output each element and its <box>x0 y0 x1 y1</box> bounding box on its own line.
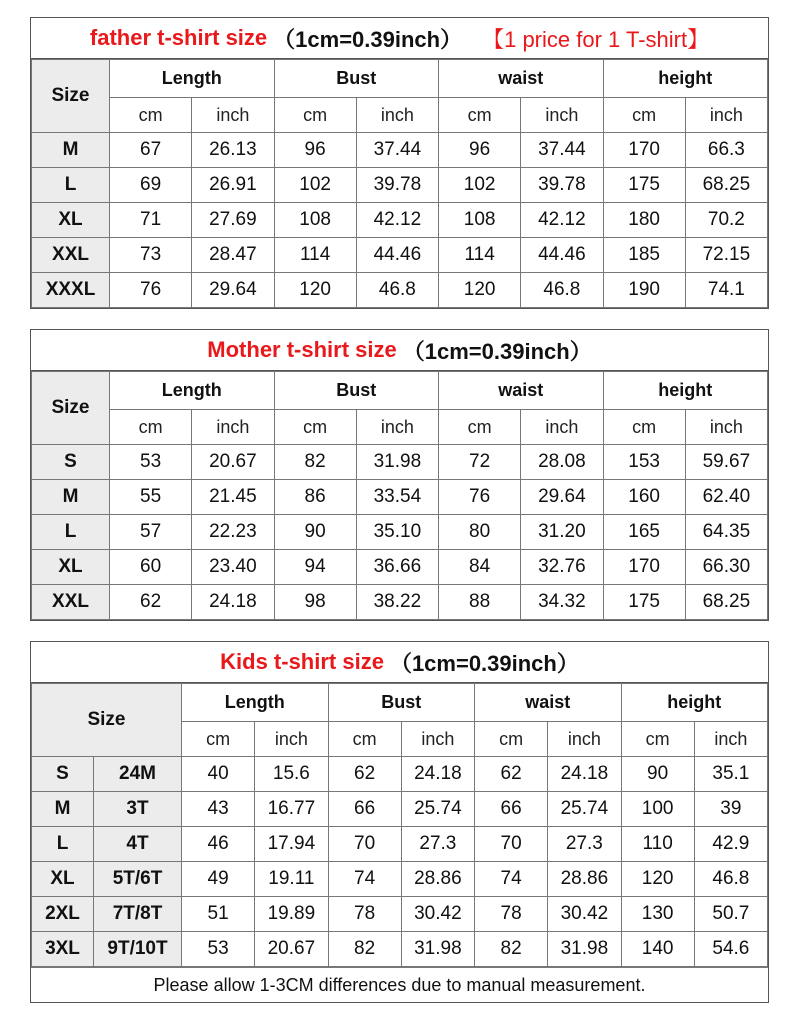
cell: 36.66 <box>356 550 438 585</box>
cell: 84 <box>439 550 521 585</box>
cell: 80 <box>439 515 521 550</box>
table-row <box>32 897 768 932</box>
table-row <box>32 585 768 620</box>
cell: 28.47 <box>192 238 274 273</box>
row-age: 5T/6T <box>94 862 182 897</box>
cell: 19.89 <box>255 897 328 932</box>
father-size-table <box>31 59 768 308</box>
cell: 29.64 <box>192 273 274 308</box>
cell: 76 <box>439 480 521 515</box>
row-size: 3XL <box>32 932 94 967</box>
unit-header: inch <box>685 98 767 133</box>
cell: 27.3 <box>401 827 474 862</box>
father-title: father t-shirt size <box>89 25 268 50</box>
mother-size-chart <box>30 329 769 621</box>
cell: 31.20 <box>521 515 603 550</box>
unit-header: inch <box>685 410 767 445</box>
cell: 57 <box>110 515 192 550</box>
cell: 28.08 <box>521 445 603 480</box>
cell: 46.8 <box>521 273 603 308</box>
cell: 31.98 <box>401 932 474 967</box>
cell: 21.45 <box>192 480 274 515</box>
cell: 53 <box>110 445 192 480</box>
cell: 37.44 <box>521 133 603 168</box>
cell: 190 <box>603 273 685 308</box>
row-age: 24M <box>94 757 182 792</box>
cell: 43 <box>182 792 255 827</box>
cell: 74 <box>328 862 401 897</box>
table-row <box>32 932 768 967</box>
kids-unit-note: （1cm=0.39inch） <box>389 650 579 676</box>
unit-header: cm <box>439 410 521 445</box>
cell: 72.15 <box>685 238 767 273</box>
cell: 24.18 <box>548 757 621 792</box>
cell: 102 <box>274 168 356 203</box>
cell: 35.1 <box>694 757 767 792</box>
table-row <box>32 550 768 585</box>
table-row <box>32 827 768 862</box>
kids-title-bar <box>31 642 768 683</box>
unit-header: inch <box>694 722 767 757</box>
group-header: waist <box>475 684 622 722</box>
cell: 53 <box>182 932 255 967</box>
cell: 39.78 <box>521 168 603 203</box>
cell: 24.18 <box>192 585 274 620</box>
cell: 22.23 <box>192 515 274 550</box>
group-header: height <box>603 60 768 98</box>
cell: 180 <box>603 203 685 238</box>
group-header: height <box>621 684 768 722</box>
cell: 110 <box>621 827 694 862</box>
row-size: 2XL <box>32 897 94 932</box>
table-row <box>32 238 768 273</box>
cell: 74.1 <box>685 273 767 308</box>
cell: 175 <box>603 168 685 203</box>
cell: 27.69 <box>192 203 274 238</box>
cell: 62 <box>475 757 548 792</box>
cell: 17.94 <box>255 827 328 862</box>
unit-header: cm <box>328 722 401 757</box>
cell: 170 <box>603 550 685 585</box>
group-header: Length <box>182 684 329 722</box>
mother-title-bar <box>31 330 768 371</box>
cell: 50.7 <box>694 897 767 932</box>
table-row <box>32 203 768 238</box>
unit-header: inch <box>521 410 603 445</box>
row-size: XL <box>32 862 94 897</box>
cell: 170 <box>603 133 685 168</box>
cell: 120 <box>439 273 521 308</box>
cell: 15.6 <box>255 757 328 792</box>
group-header: Length <box>110 60 275 98</box>
cell: 100 <box>621 792 694 827</box>
cell: 78 <box>328 897 401 932</box>
cell: 46.8 <box>356 273 438 308</box>
cell: 44.46 <box>356 238 438 273</box>
unit-header: inch <box>255 722 328 757</box>
table-row <box>32 445 768 480</box>
unit-header: cm <box>603 410 685 445</box>
cell: 60 <box>110 550 192 585</box>
cell: 44.46 <box>521 238 603 273</box>
cell: 32.76 <box>521 550 603 585</box>
cell: 19.11 <box>255 862 328 897</box>
cell: 82 <box>475 932 548 967</box>
table-row <box>32 515 768 550</box>
cell: 120 <box>621 862 694 897</box>
cell: 40 <box>182 757 255 792</box>
cell: 66 <box>475 792 548 827</box>
row-size: L <box>32 168 110 203</box>
cell: 76 <box>110 273 192 308</box>
cell: 68.25 <box>685 585 767 620</box>
table-row <box>32 168 768 203</box>
mother-size-table <box>31 371 768 620</box>
row-size: M <box>32 133 110 168</box>
cell: 25.74 <box>401 792 474 827</box>
cell: 42.9 <box>694 827 767 862</box>
cell: 54.6 <box>694 932 767 967</box>
cell: 70 <box>328 827 401 862</box>
row-age: 4T <box>94 827 182 862</box>
cell: 26.13 <box>192 133 274 168</box>
cell: 114 <box>439 238 521 273</box>
table-row <box>32 480 768 515</box>
cell: 46.8 <box>694 862 767 897</box>
unit-header: cm <box>182 722 255 757</box>
cell: 82 <box>328 932 401 967</box>
table-row <box>32 792 768 827</box>
row-size: XXL <box>32 585 110 620</box>
cell: 70 <box>475 827 548 862</box>
cell: 90 <box>274 515 356 550</box>
table-row <box>32 133 768 168</box>
cell: 35.10 <box>356 515 438 550</box>
group-header: Bust <box>274 372 439 410</box>
cell: 165 <box>603 515 685 550</box>
cell: 68.25 <box>685 168 767 203</box>
row-size: L <box>32 827 94 862</box>
unit-header: inch <box>521 98 603 133</box>
cell: 16.77 <box>255 792 328 827</box>
cell: 86 <box>274 480 356 515</box>
cell: 71 <box>110 203 192 238</box>
group-header: height <box>603 372 768 410</box>
father-title-bar <box>31 18 768 59</box>
cell: 39 <box>694 792 767 827</box>
cell: 160 <box>603 480 685 515</box>
unit-header: cm <box>603 98 685 133</box>
cell: 78 <box>475 897 548 932</box>
cell: 24.18 <box>401 757 474 792</box>
cell: 31.98 <box>548 932 621 967</box>
row-size: S <box>32 757 94 792</box>
cell: 114 <box>274 238 356 273</box>
cell: 96 <box>274 133 356 168</box>
row-age: 7T/8T <box>94 897 182 932</box>
cell: 20.67 <box>255 932 328 967</box>
cell: 33.54 <box>356 480 438 515</box>
cell: 31.98 <box>356 445 438 480</box>
unit-header: inch <box>192 410 274 445</box>
cell: 73 <box>110 238 192 273</box>
row-size: XXL <box>32 238 110 273</box>
father-unit-note: （1cm=0.39inch） <box>273 26 463 52</box>
unit-header: cm <box>621 722 694 757</box>
cell: 66 <box>328 792 401 827</box>
cell: 42.12 <box>356 203 438 238</box>
group-header: Bust <box>328 684 475 722</box>
unit-header: inch <box>401 722 474 757</box>
kids-title: Kids t-shirt size <box>220 649 384 674</box>
father-price-note: 【1 price for 1 T-shirt】 <box>482 26 710 52</box>
size-header: Size <box>32 60 110 133</box>
cell: 26.91 <box>192 168 274 203</box>
cell: 185 <box>603 238 685 273</box>
cell: 98 <box>274 585 356 620</box>
cell: 64.35 <box>685 515 767 550</box>
unit-header: cm <box>274 98 356 133</box>
cell: 120 <box>274 273 356 308</box>
cell: 49 <box>182 862 255 897</box>
unit-header: inch <box>356 410 438 445</box>
row-size: S <box>32 445 110 480</box>
cell: 29.64 <box>521 480 603 515</box>
mother-unit-note: （1cm=0.39inch） <box>402 338 592 364</box>
cell: 153 <box>603 445 685 480</box>
group-header: waist <box>439 60 604 98</box>
cell: 39.78 <box>356 168 438 203</box>
cell: 102 <box>439 168 521 203</box>
cell: 66.30 <box>685 550 767 585</box>
cell: 72 <box>439 445 521 480</box>
kids-size-table <box>31 683 768 967</box>
size-header: Size <box>32 372 110 445</box>
row-size: M <box>32 792 94 827</box>
cell: 130 <box>621 897 694 932</box>
cell: 28.86 <box>548 862 621 897</box>
unit-header: cm <box>439 98 521 133</box>
row-size: XL <box>32 550 110 585</box>
cell: 96 <box>439 133 521 168</box>
cell: 108 <box>439 203 521 238</box>
row-age: 9T/10T <box>94 932 182 967</box>
cell: 94 <box>274 550 356 585</box>
row-size: XL <box>32 203 110 238</box>
cell: 37.44 <box>356 133 438 168</box>
cell: 62 <box>110 585 192 620</box>
table-row <box>32 862 768 897</box>
cell: 23.40 <box>192 550 274 585</box>
cell: 74 <box>475 862 548 897</box>
cell: 175 <box>603 585 685 620</box>
cell: 30.42 <box>548 897 621 932</box>
cell: 38.22 <box>356 585 438 620</box>
unit-header: cm <box>274 410 356 445</box>
cell: 90 <box>621 757 694 792</box>
cell: 42.12 <box>521 203 603 238</box>
cell: 69 <box>110 168 192 203</box>
cell: 67 <box>110 133 192 168</box>
cell: 62 <box>328 757 401 792</box>
cell: 140 <box>621 932 694 967</box>
cell: 28.86 <box>401 862 474 897</box>
cell: 108 <box>274 203 356 238</box>
cell: 62.40 <box>685 480 767 515</box>
row-size: L <box>32 515 110 550</box>
measurement-disclaimer: Please allow 1-3CM differences due to manual measurement. <box>31 967 768 1002</box>
unit-header: cm <box>110 98 192 133</box>
father-size-chart <box>30 17 769 309</box>
unit-header: inch <box>356 98 438 133</box>
group-header: Length <box>110 372 275 410</box>
cell: 30.42 <box>401 897 474 932</box>
cell: 66.3 <box>685 133 767 168</box>
kids-size-chart <box>30 641 769 1003</box>
cell: 27.3 <box>548 827 621 862</box>
group-header: Bust <box>274 60 439 98</box>
table-row <box>32 273 768 308</box>
unit-header: cm <box>110 410 192 445</box>
cell: 46 <box>182 827 255 862</box>
mother-title: Mother t-shirt size <box>207 337 397 362</box>
cell: 82 <box>274 445 356 480</box>
size-header: Size <box>32 684 182 757</box>
cell: 70.2 <box>685 203 767 238</box>
cell: 34.32 <box>521 585 603 620</box>
group-header: waist <box>439 372 604 410</box>
table-row <box>32 757 768 792</box>
unit-header: inch <box>192 98 274 133</box>
unit-header: inch <box>548 722 621 757</box>
row-size: XXXL <box>32 273 110 308</box>
row-size: M <box>32 480 110 515</box>
row-age: 3T <box>94 792 182 827</box>
cell: 20.67 <box>192 445 274 480</box>
unit-header: cm <box>475 722 548 757</box>
cell: 51 <box>182 897 255 932</box>
cell: 55 <box>110 480 192 515</box>
cell: 88 <box>439 585 521 620</box>
cell: 59.67 <box>685 445 767 480</box>
cell: 25.74 <box>548 792 621 827</box>
